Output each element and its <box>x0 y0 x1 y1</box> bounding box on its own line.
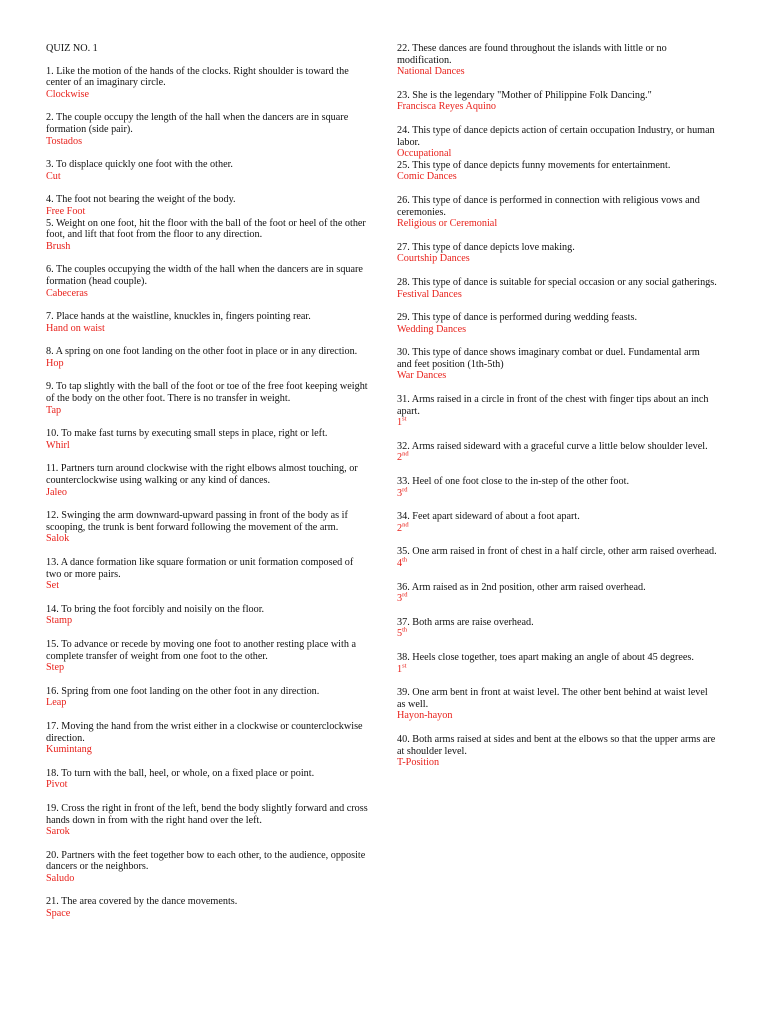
answer-value: Whirl <box>46 439 70 451</box>
answer-text <box>397 101 717 113</box>
answer-value: Jaleo <box>46 486 67 498</box>
question-item <box>46 159 371 182</box>
answer-text <box>46 323 371 335</box>
answer-value: Free Foot <box>46 205 86 217</box>
answer-value: Kumintang <box>46 744 92 756</box>
answer-value: 2 <box>397 452 403 464</box>
question-text: 3. To displace quickly one foot with the other. <box>46 159 233 171</box>
question-item <box>46 381 371 416</box>
answer-value: Pivot <box>46 779 68 791</box>
question-item <box>397 617 717 640</box>
question-item <box>46 264 371 299</box>
answer-text <box>46 405 371 417</box>
answer-value: Wedding Dances <box>397 323 467 335</box>
answer-text <box>46 615 371 627</box>
question-item <box>397 652 717 675</box>
answer-text <box>397 757 717 769</box>
answer-value: 5 <box>397 628 403 640</box>
question-item <box>46 803 371 838</box>
question-item <box>46 510 371 545</box>
answer-value: Step <box>46 662 65 674</box>
question-text: 15. To advance or recede by moving one foot to another resting place with a complete transfer of weight from one foot to the other. <box>46 638 356 662</box>
question-item <box>397 242 717 265</box>
question-text: 11. Partners turn around clockwise with the right elbows almost touching, or counterclockwise using walking or any kind of dances. <box>46 463 358 487</box>
answer-value: Festival Dances <box>397 288 462 300</box>
question-text: 16. Spring from one foot landing on the other foot in any direction. <box>46 685 320 697</box>
answer-value: Brush <box>46 240 71 252</box>
left-column <box>46 43 371 932</box>
answer-text <box>397 664 717 676</box>
answer-value: Hand on waist <box>46 322 105 334</box>
answer-text <box>46 241 371 253</box>
answer-text <box>397 710 717 722</box>
question-item <box>397 125 717 160</box>
answer-ordinal-suffix: rd <box>402 591 408 599</box>
question-item <box>46 639 371 674</box>
answer-value: Saludo <box>46 872 75 884</box>
question-text: 35. One arm raised in front of chest in a half circle, other arm raised overhead. <box>397 546 717 558</box>
answer-value: Courtship Dances <box>397 253 470 265</box>
answer-text <box>46 440 371 452</box>
answer-value: 4 <box>397 558 403 569</box>
question-text: 19. Cross the right in front of the left, bend the body slightly forward and cross hands down in from with the right hand over the left. <box>46 802 368 826</box>
answer-text <box>46 662 371 674</box>
question-item <box>46 721 371 756</box>
answer-text <box>397 148 717 160</box>
question-item <box>46 218 371 253</box>
answer-text <box>397 628 717 640</box>
answer-ordinal-suffix: nd <box>402 521 409 529</box>
answer-ordinal-suffix: th <box>402 626 408 634</box>
answer-text <box>397 488 717 500</box>
question-text: 32. Arms raised sideward with a graceful curve a little below shoulder level. <box>397 440 708 452</box>
answer-text <box>397 558 717 570</box>
answer-value: Tostados <box>46 135 83 147</box>
question-text: 17. Moving the hand from the wrist either in a clockwise or counterclockwise direction. <box>46 720 363 744</box>
question-item <box>46 428 371 451</box>
answer-text <box>46 171 371 183</box>
answer-text <box>397 523 717 535</box>
answer-value: Salok <box>46 533 70 545</box>
question-item <box>397 511 717 534</box>
question-item <box>397 43 717 78</box>
question-item <box>46 686 371 709</box>
question-text: 27. This type of dance depicts love making. <box>397 241 575 253</box>
question-item <box>46 557 371 592</box>
question-item <box>397 734 717 769</box>
question-item <box>46 346 371 369</box>
question-text: 5. Weight on one foot, hit the floor with the ball of the foot or heel of the other foot, and lift that foot from the floor to any direction. <box>46 217 366 241</box>
answer-text <box>397 171 717 183</box>
answer-text <box>46 873 371 885</box>
question-text: 18. To turn with the ball, heel, or whole, on a fixed place or point. <box>46 767 315 779</box>
question-text: 6. The couples occupying the width of the hall when the dancers are in square formation (head couple). <box>46 264 363 287</box>
question-item <box>397 441 717 464</box>
answer-ordinal-suffix: st <box>402 415 407 423</box>
answer-value: 2 <box>397 522 403 534</box>
answer-value: 3 <box>397 593 403 605</box>
question-text: 28. This type of dance is suitable for special occasion or any social gatherings. <box>397 276 717 288</box>
question-text: 12. Swinging the arm downward-upward passing in front of the body as if scooping, the trunk is bent forward following the movement of the arm. <box>46 510 348 533</box>
question-text: 10. To make fast turns by executing small steps in place, right or left. <box>46 428 328 440</box>
question-text: 40. Both arms raised at sides and bent at the elbows so that the upper arms are at shoulder level. <box>397 733 716 757</box>
question-item <box>46 112 371 147</box>
answer-ordinal-suffix: st <box>402 662 407 670</box>
answer-text <box>397 452 717 464</box>
answer-text <box>46 358 371 370</box>
answer-text <box>397 289 717 301</box>
question-item <box>397 277 717 300</box>
answer-value: Clockwise <box>46 88 90 100</box>
question-item <box>46 463 371 498</box>
question-item <box>397 160 717 183</box>
answer-text <box>46 487 371 499</box>
question-text: 31. Arms raised in a circle in front of the chest with finger tips about an inch apart. <box>397 394 709 417</box>
answer-text <box>397 253 717 265</box>
answer-value: Cut <box>46 170 61 182</box>
answer-text <box>46 744 371 756</box>
question-text: 2. The couple occupy the length of the hall when the dancers are in square formation (side pair). <box>46 112 349 135</box>
answer-value: National Dances <box>397 66 465 78</box>
question-text: 13. A dance formation like square formation or unit formation composed of two or more pairs. <box>46 557 354 580</box>
answer-value: 1 <box>397 417 403 429</box>
answer-value: War Dances <box>397 370 447 382</box>
answer-text <box>46 580 371 592</box>
question-item <box>46 850 371 885</box>
answer-value: Hop <box>46 357 64 369</box>
question-item <box>46 604 371 627</box>
question-text: 26. This type of dance is performed in connection with religious vows and ceremonies. <box>397 194 700 218</box>
answer-ordinal-suffix: th <box>402 556 408 564</box>
question-text: 7. Place hands at the waistline, knuckles in, fingers pointing rear. <box>46 311 311 323</box>
answer-text <box>46 826 371 838</box>
answer-text <box>397 370 717 382</box>
question-text: 37. Both arms are raise overhead. <box>397 616 534 628</box>
question-text: 21. The area covered by the dance movements. <box>46 896 238 908</box>
answer-value: Space <box>46 908 71 920</box>
question-item <box>46 896 371 919</box>
answer-value: Set <box>46 580 60 592</box>
question-item <box>397 582 717 605</box>
answer-ordinal-suffix: nd <box>402 451 409 459</box>
answer-value: Tap <box>46 404 62 416</box>
quiz-title: QUIZ NO. 1 <box>46 43 98 54</box>
question-text: 22. These dances are found throughout the islands with little or no modification. <box>397 43 667 66</box>
answer-text <box>397 324 717 336</box>
answer-text <box>46 533 371 545</box>
question-text: 8. A spring on one foot landing on the other foot in place or in any direction. <box>46 346 358 358</box>
question-text: 24. This type of dance depicts action of certain occupation Industry, or human labor. <box>397 124 715 148</box>
question-text: 29. This type of dance is performed during wedding feasts. <box>397 312 638 324</box>
answer-text <box>46 206 371 218</box>
question-text: 23. She is the legendary "Mother of Philippine Folk Dancing." <box>397 89 652 101</box>
right-column <box>397 43 717 781</box>
question-item <box>46 194 371 217</box>
question-item <box>397 546 717 569</box>
answer-value: T-Position <box>397 757 440 769</box>
answer-ordinal-suffix: rd <box>402 486 408 494</box>
answer-text <box>46 136 371 148</box>
question-item <box>397 476 717 499</box>
question-text: 20. Partners with the feet together bow to each other, to the audience, opposite dancers or the neighbors. <box>46 849 366 873</box>
question-item <box>397 312 717 335</box>
question-item <box>397 394 717 429</box>
question-text: 34. Feet apart sideward of about a foot apart. <box>397 511 580 523</box>
question-text: 36. Arm raised as in 2nd position, other arm raised overhead. <box>397 581 646 593</box>
answer-text <box>46 908 371 920</box>
left-question-list <box>46 66 371 920</box>
question-item <box>397 195 717 230</box>
question-item <box>46 768 371 791</box>
answer-value: 3 <box>397 487 403 499</box>
answer-text <box>46 697 371 709</box>
question-text: 30. This type of dance shows imaginary combat or duel. Fundamental arm and feet position (1th-5th) <box>397 347 700 370</box>
question-item <box>397 347 717 382</box>
question-item <box>397 90 717 113</box>
answer-text <box>46 89 371 101</box>
answer-text <box>397 218 717 230</box>
right-question-list <box>397 43 717 769</box>
answer-value: Leap <box>46 697 67 709</box>
question-text: 33. Heel of one foot close to the in-step of the other foot. <box>397 476 629 488</box>
answer-text <box>397 66 717 78</box>
answer-value: Francisca Reyes Aquino <box>397 101 497 113</box>
question-item <box>46 311 371 334</box>
answer-value: Religious or Ceremonial <box>397 218 498 230</box>
answer-value: Stamp <box>46 615 73 627</box>
answer-value: Occupational <box>397 148 452 160</box>
question-text: 39. One arm bent in front at waist level. The other bent behind at waist level as well. <box>397 687 708 710</box>
question-text: 25. This type of dance depicts funny movements for entertainment. <box>397 159 671 171</box>
question-text: 14. To bring the foot forcibly and noisily on the floor. <box>46 603 265 615</box>
answer-value: 1 <box>397 663 403 675</box>
question-text: 9. To tap slightly with the ball of the foot or toe of the free foot keeping weight of the body on the other foot. There is no transfer in weight. <box>46 381 368 405</box>
answer-text <box>397 593 717 605</box>
question-item <box>46 66 371 101</box>
question-item <box>397 687 717 722</box>
question-text: 38. Heels close together, toes apart making an angle of about 45 degrees. <box>397 651 694 663</box>
answer-value: Hayon-hayon <box>397 710 453 722</box>
question-text: 4. The foot not bearing the weight of the body. <box>46 194 236 206</box>
question-text: 1. Like the motion of the hands of the clocks. Right shoulder is toward the center of an imaginary circle. <box>46 65 349 89</box>
answer-value: Cabeceras <box>46 287 88 299</box>
answer-text <box>397 417 717 429</box>
answer-value: Comic Dances <box>397 171 457 183</box>
answer-text <box>46 779 371 791</box>
answer-value: Sarok <box>46 826 70 838</box>
answer-text <box>46 288 371 300</box>
